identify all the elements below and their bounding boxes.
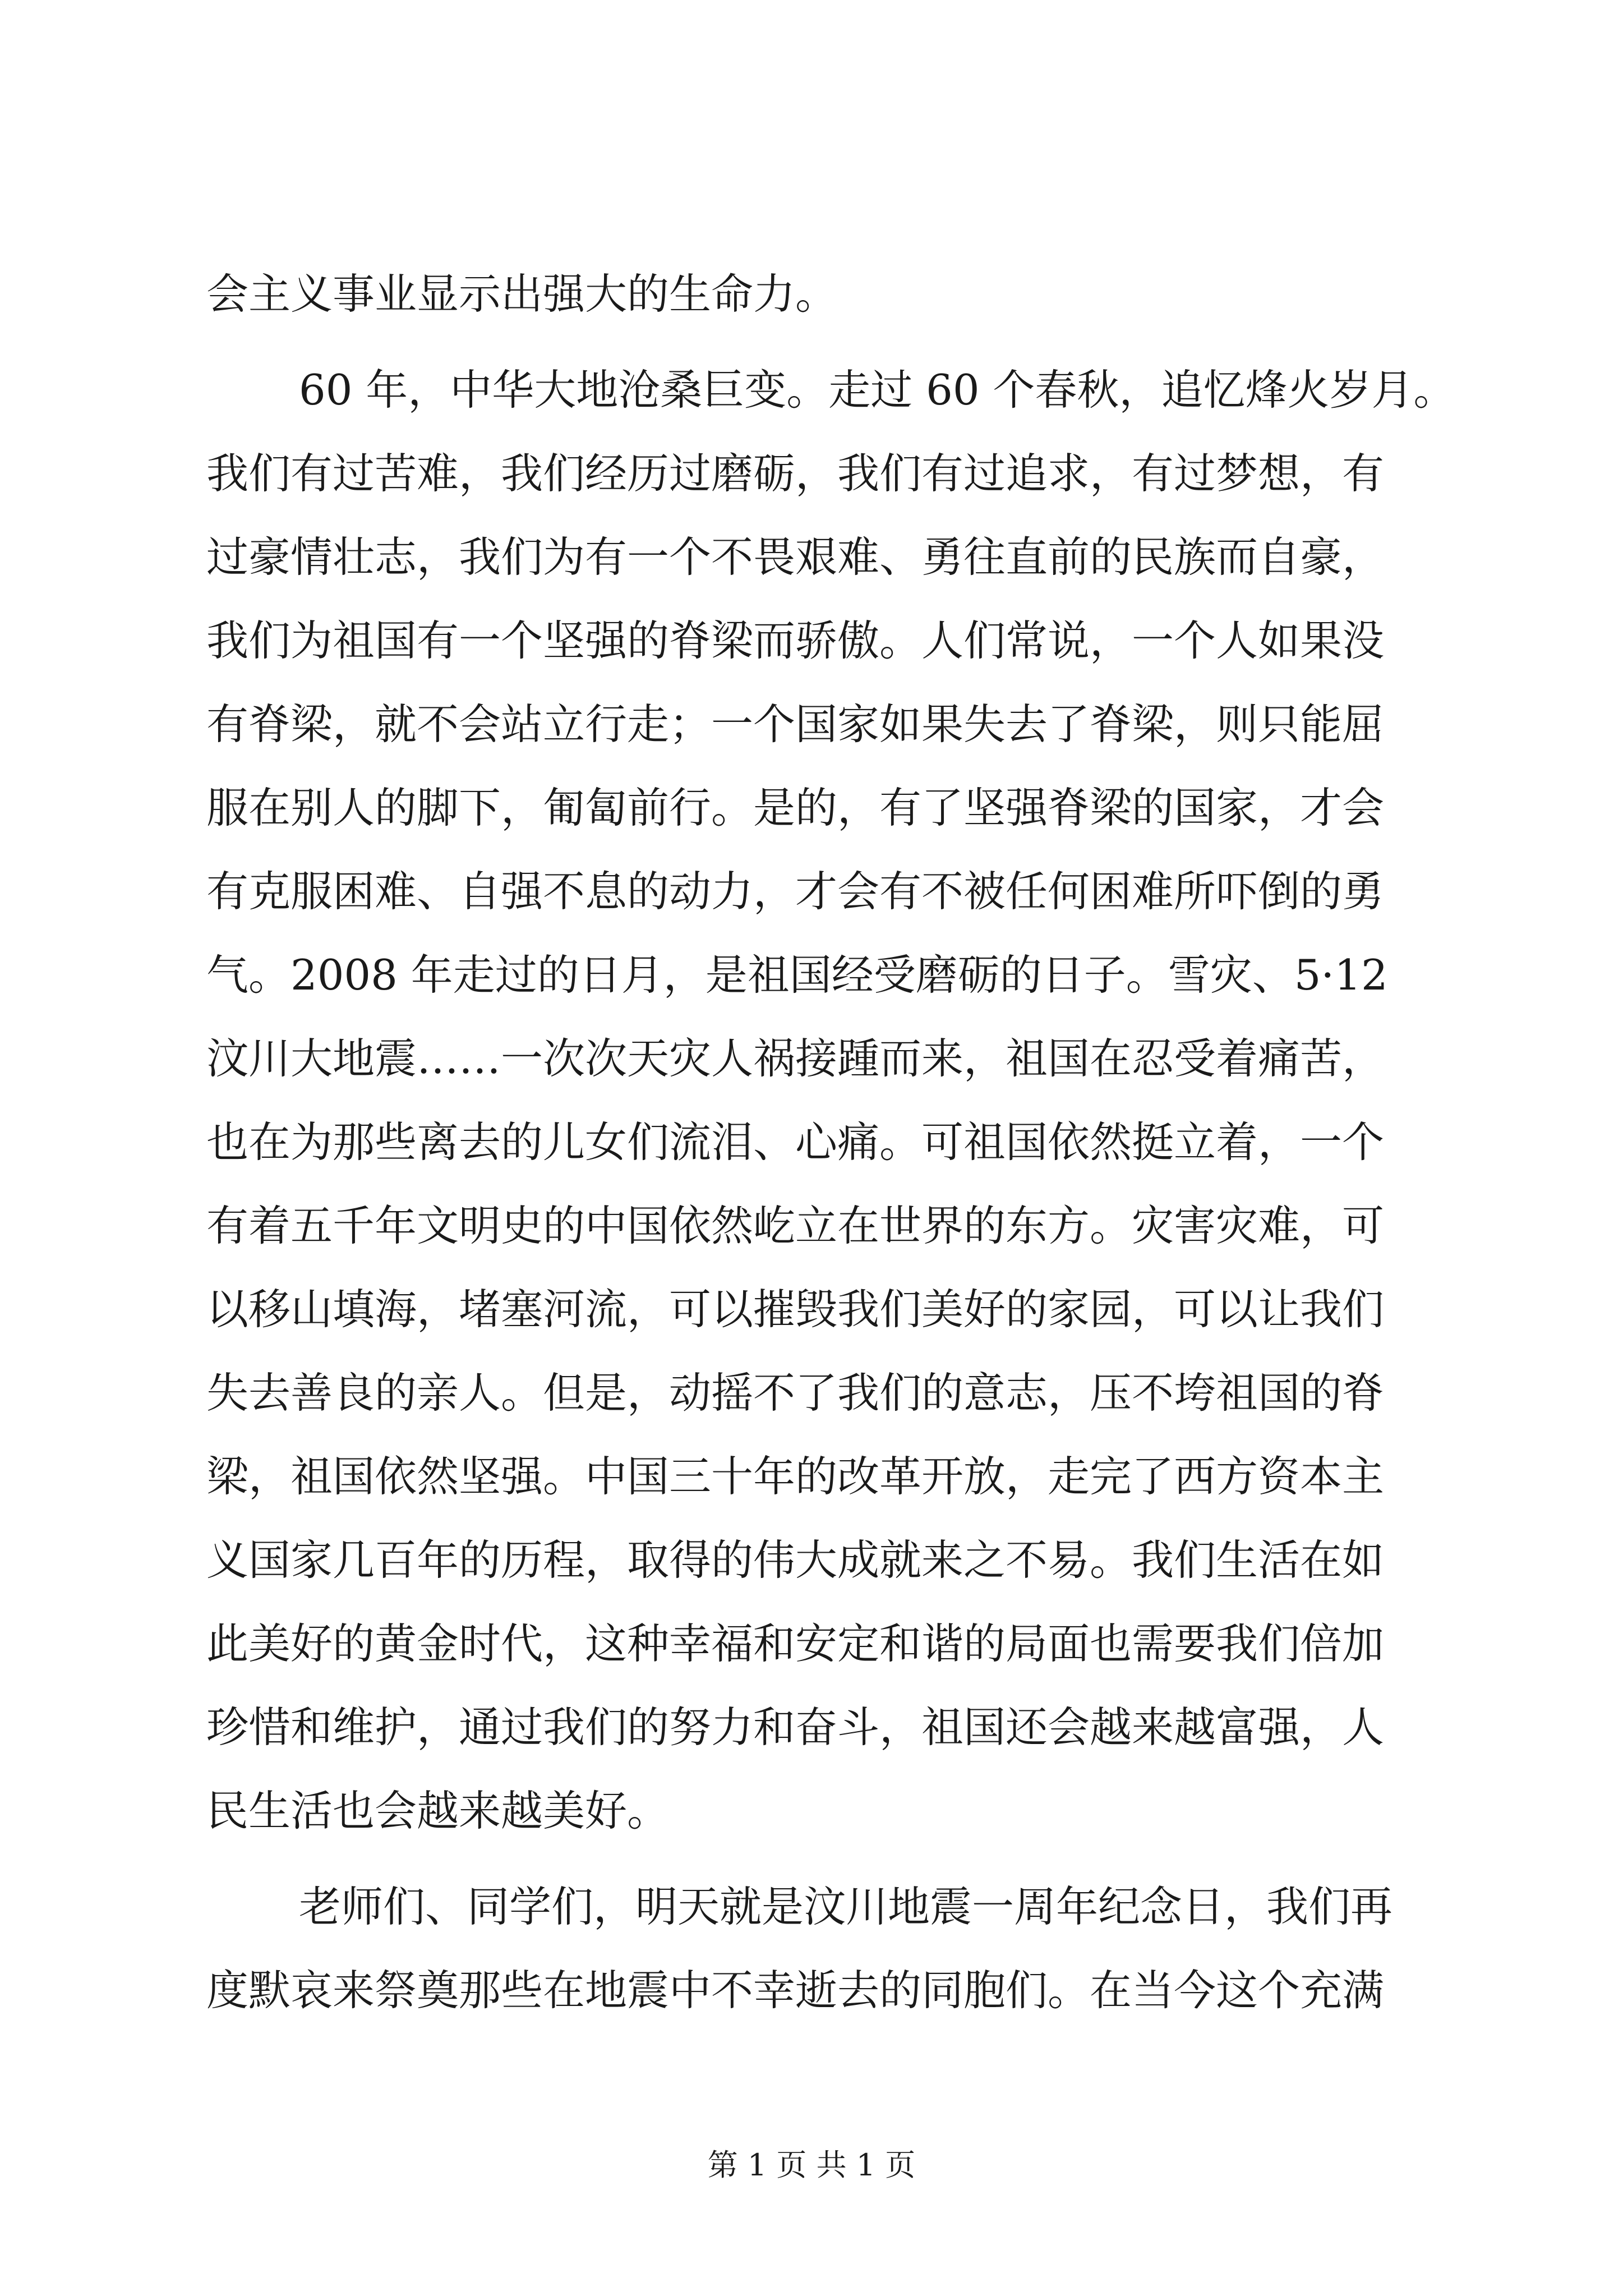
paragraph-first-line: 60 年，中华大地沧桑巨变。走过 60 个春秋，追忆烽火岁月。 xyxy=(299,365,1456,415)
text-line: 我们为祖国有一个坚强的脊梁而骄傲。人们常说，一个人如果没 xyxy=(206,616,1385,665)
paragraph-first-line: 老师们、同学们，明天就是汶川地震一周年纪念日，我们再 xyxy=(299,1882,1393,1931)
text-line: 气。2008 年走过的日月，是祖国经受磨砺的日子。雪灾、5·12 xyxy=(206,950,1388,1000)
page-number: 第 1 页 共 1 页 xyxy=(707,2147,916,2183)
text-line: 以移山填海，堵塞河流，可以摧毁我们美好的家园，可以让我们 xyxy=(206,1285,1385,1334)
text-line: 有着五千年文明史的中国依然屹立在世界的东方。灾害灾难，可 xyxy=(206,1201,1385,1250)
page-footer xyxy=(0,2146,1623,2185)
text-line: 我们有过苦难，我们经历过磨砺，我们有过追求，有过梦想，有 xyxy=(206,449,1385,498)
text-line: 服在别人的脚下，匍匐前行。是的，有了坚强脊梁的国家，才会 xyxy=(206,783,1385,832)
text-line: 度默哀来祭奠那些在地震中不幸逝去的同胞们。在当今这个充满 xyxy=(206,1966,1385,2015)
text-line: 失去善良的亲人。但是，动摇不了我们的意志，压不垮祖国的脊 xyxy=(206,1368,1385,1418)
text-line: 珍惜和维护，通过我们的努力和奋斗，祖国还会越来越富强，人 xyxy=(206,1703,1385,1752)
text-line: 也在为那些离去的儿女们流泪、心痛。可祖国依然挺立着，一个 xyxy=(206,1117,1385,1167)
text-line: 会主义事业显示出强大的生命力。 xyxy=(206,269,838,319)
text-line: 汶川大地震……一次次天灾人祸接踵而来，祖国在忍受着痛苦， xyxy=(206,1034,1385,1083)
text-line: 民生活也会越来越美好。 xyxy=(206,1786,670,1835)
text-line: 有脊梁，就不会站立行走；一个国家如果失去了脊梁，则只能屈 xyxy=(206,700,1385,749)
body-text xyxy=(206,252,1474,2032)
text-line: 过豪情壮志，我们为有一个不畏艰难、勇往直前的民族而自豪， xyxy=(206,532,1385,582)
text-line: 此美好的黄金时代，这种幸福和安定和谐的局面也需要我们倍加 xyxy=(206,1619,1385,1668)
text-line: 梁，祖国依然坚强。中国三十年的改革开放，走完了西方资本主 xyxy=(206,1452,1385,1501)
text-line: 义国家几百年的历程，取得的伟大成就来之不易。我们生活在如 xyxy=(206,1535,1385,1585)
text-line: 有克服困难、自强不息的动力，才会有不被任何困难所吓倒的勇 xyxy=(206,867,1385,916)
